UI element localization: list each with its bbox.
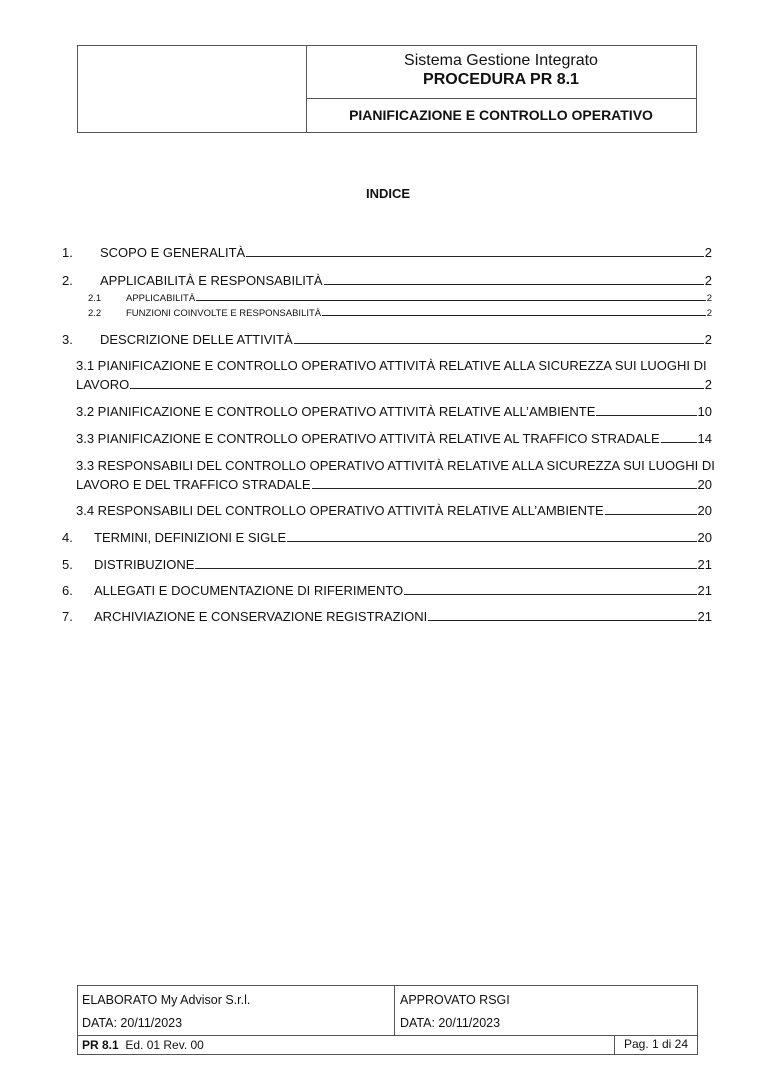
- leader-line: [661, 441, 697, 443]
- document-header: [77, 45, 697, 133]
- toc-page: 2: [704, 245, 712, 260]
- document-code: [82, 1038, 204, 1052]
- toc-page: 20: [697, 477, 712, 492]
- toc-label: FUNZIONI COINVOLTE E RESPONSABILITÀ: [126, 308, 322, 319]
- leader-line: [287, 540, 696, 542]
- toc-entry[interactable]: [62, 245, 712, 260]
- toc-entry[interactable]: [88, 308, 712, 319]
- procedure-code: PROCEDURA PR 8.1: [423, 71, 579, 88]
- toc-entry[interactable]: [62, 332, 712, 347]
- leader-line: [404, 593, 696, 595]
- toc-entry[interactable]: [62, 530, 712, 545]
- toc-page: 2: [704, 377, 712, 392]
- toc-page: 2: [704, 273, 712, 288]
- toc-page: 2: [704, 332, 712, 347]
- toc-title: INDICE: [365, 186, 411, 201]
- system-name: Sistema Gestione Integrato: [404, 52, 598, 69]
- leader-line: [312, 487, 697, 489]
- toc-number: 2.1: [88, 293, 102, 304]
- page-number: Pag. 1 di 24: [614, 1035, 697, 1054]
- toc-entry[interactable]: [62, 583, 712, 598]
- toc-number: 4.: [62, 530, 73, 545]
- toc-entry[interactable]: [62, 557, 712, 572]
- toc-number: 2.: [62, 273, 73, 288]
- toc-number: 1.: [62, 245, 73, 260]
- prepared-by: ELABORATO My Advisor S.r.l.: [82, 993, 251, 1007]
- toc-label: 3.2 PIANIFICAZIONE E CONTROLLO OPERATIVO ATTIVITÀ RELATIVE ALL’AMBIENTE: [76, 404, 596, 419]
- toc-entry[interactable]: [88, 293, 712, 304]
- toc-label: APPLICABILITÀ: [126, 293, 196, 304]
- toc-number: 2.2: [88, 308, 102, 319]
- toc-label: 3.3 PIANIFICAZIONE E CONTROLLO OPERATIVO ATTIVITÀ RELATIVE AL TRAFFICO STRADALE: [76, 431, 660, 446]
- toc-entry[interactable]: [76, 503, 712, 518]
- toc-label: LAVORO: [76, 377, 130, 392]
- approved-by: APPROVATO RSGI: [400, 993, 510, 1007]
- toc-entry[interactable]: [62, 273, 712, 288]
- toc-page: 14: [697, 431, 712, 446]
- footer-divider: [394, 986, 395, 1036]
- leader-line: [324, 283, 704, 285]
- leader-line: [596, 414, 696, 416]
- toc-entry-line1[interactable]: 3.1 PIANIFICAZIONE E CONTROLLO OPERATIVO ATTIVITÀ RELATIVE ALLA SICUREZZA SUI LUOGHI DI: [76, 358, 707, 373]
- prepared-date: DATA: 20/11/2023: [82, 1016, 183, 1030]
- document-footer: [77, 985, 698, 1055]
- toc-page: 20: [697, 530, 712, 545]
- toc-label: DISTRIBUZIONE: [94, 557, 195, 572]
- toc-page: 21: [697, 557, 712, 572]
- toc-entry-line1[interactable]: 3.3 RESPONSABILI DEL CONTROLLO OPERATIVO ATTIVITÀ RELATIVE ALLA SICUREZZA SUI LUOGHI DI: [76, 458, 715, 473]
- toc-page: 21: [697, 583, 712, 598]
- toc-label: SCOPO E GENERALITÀ: [100, 245, 246, 260]
- toc-number: 7.: [62, 609, 73, 624]
- footer-divider: [78, 1035, 697, 1036]
- toc-label: TERMINI, DEFINIZIONI E SIGLE: [94, 530, 287, 545]
- leader-line: [294, 342, 704, 344]
- header-title-cell: [306, 46, 696, 99]
- leader-line: [322, 314, 706, 316]
- toc-label: ARCHIVIAZIONE E CONSERVAZIONE REGISTRAZIONI: [94, 609, 428, 624]
- toc-page: 2: [706, 293, 712, 304]
- toc-label: LAVORO E DEL TRAFFICO STRADALE: [76, 477, 311, 492]
- leader-line: [428, 619, 696, 621]
- toc-number: 3.: [62, 332, 73, 347]
- toc-page: 10: [697, 404, 712, 419]
- leader-line: [130, 387, 704, 389]
- toc-page: 2: [706, 308, 712, 319]
- procedure-id: PR 8.1: [82, 1038, 119, 1052]
- toc-entry[interactable]: [76, 431, 712, 446]
- toc-page: 21: [697, 609, 712, 624]
- leader-line: [195, 567, 696, 569]
- toc-entry[interactable]: [76, 404, 712, 419]
- toc-label: DESCRIZIONE DELLE ATTIVITÀ: [100, 332, 293, 347]
- leader-line: [605, 513, 697, 515]
- toc-label: 3.4 RESPONSABILI DEL CONTROLLO OPERATIVO ATTIVITÀ RELATIVE ALL’AMBIENTE: [76, 503, 604, 518]
- toc-number: 6.: [62, 583, 73, 598]
- toc-entry[interactable]: [62, 609, 712, 624]
- toc-page: 20: [697, 503, 712, 518]
- toc-entry[interactable]: [76, 477, 712, 492]
- section-title: PIANIFICAZIONE E CONTROLLO OPERATIVO: [349, 107, 653, 123]
- logo-cell: [78, 46, 307, 132]
- toc-number: 5.: [62, 557, 73, 572]
- toc-entry[interactable]: [76, 377, 712, 392]
- toc-label: ALLEGATI E DOCUMENTAZIONE DI RIFERIMENTO: [94, 583, 404, 598]
- approved-date: DATA: 20/11/2023: [400, 1016, 501, 1030]
- edition-revision: Ed. 01 Rev. 00: [125, 1038, 204, 1052]
- toc-label: APPLICABILITÀ E RESPONSABILITÀ: [100, 273, 323, 288]
- leader-line: [196, 299, 706, 301]
- leader-line: [246, 255, 704, 257]
